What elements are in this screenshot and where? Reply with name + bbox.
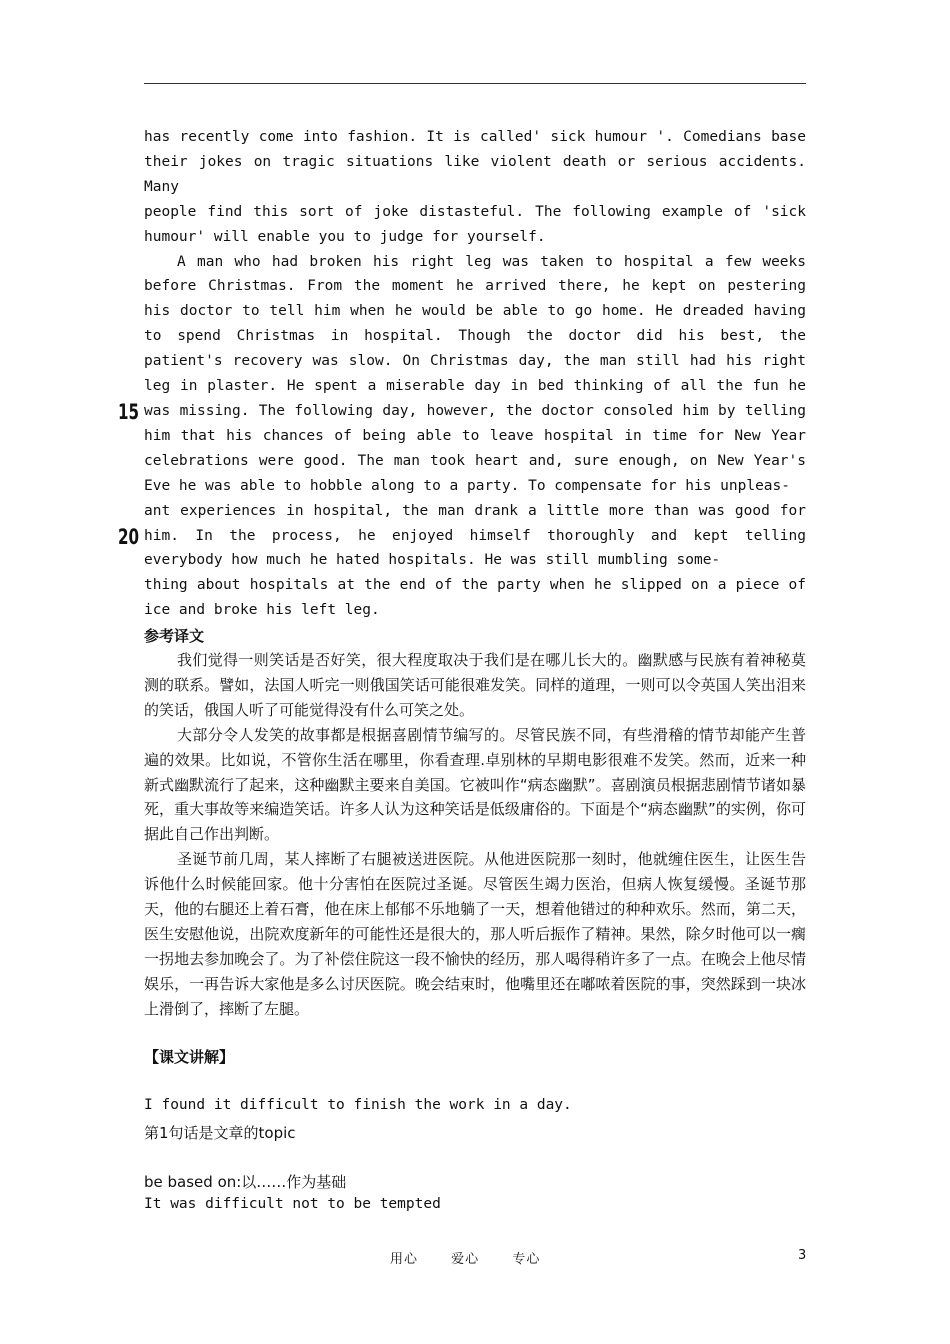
motto-word: 用心	[390, 1252, 419, 1267]
passage-line: has recently come into fashion. It is called' sick humour '. Comedians base	[144, 129, 806, 145]
translation-paragraph: 我们觉得一则笑话是否好笑，很大程度取决于我们是在哪儿长大的。幽默感与民族有着神秘莫测的联系。譬如，法国人听完一则俄国笑话可能很难发笑。同样的道理，一则可以令英国人笑出泪来的笑话，俄国人听了可能觉得没有什么可笑之处。	[144, 651, 806, 719]
passage-line: humour' will enable you to judge for yourself.	[144, 228, 546, 245]
header-rule	[144, 83, 806, 84]
passage-paragraph-2b: ant experiences in hospital, the man drank a little more than was good for him. In the process, he enjoyed himself thoroughly and kept telling everybody how much he hated hospitals. He was still mumbling some-	[144, 502, 806, 569]
passage-line: people find this sort of joke distasteful. The following example of 'sick	[144, 203, 806, 220]
passage-paragraph-2c: thing about hospitals at the end of the party when he slipped on a piece of ice and broke his left leg.	[144, 577, 806, 619]
translation-heading: 参考译文	[144, 627, 205, 645]
translation-paragraph: 圣诞节前几周，某人摔断了右腿被送进医院。从他进医院那一刻时，他就缠住医生，让医生告诉他什么时候能回家。他十分害怕在医院过圣诞。尽管医生竭力医治，但病人恢复缓慢。圣诞节那天，他的右腿还上着石膏，他在床上郁郁不乐地躺了一天，想着他错过的种种欢乐。然而，第二天，医生安慰他说，出院欢度新年的可能性还是很大的，那人听后振作了精神。果然，除夕时他可以一瘸一拐地去参加晚会了。为了补偿住院这一段不愉快的经历，那人喝得稍许多了一点。在晚会上他尽情娱乐，一再告诉大家他是多么讨厌医院。晚会结束时，他嘴里还在嘟哝着医院的事，突然踩到一块冰上滑倒了，摔断了左腿。	[144, 850, 806, 1018]
explanation-example-2: It was difficult not to be tempted	[144, 1196, 441, 1212]
translation-body	[144, 648, 806, 1022]
page-number: 3	[798, 1248, 807, 1263]
passage-line: their jokes on tragic situations like violent death or serious accidents. Many	[144, 153, 806, 195]
line-number-15: 15	[118, 400, 140, 424]
passage-paragraph-2a: A man who had broken his right leg was taken to hospital a few weeks before Christmas. From the moment he arrived there, he kept on pestering his doctor to tell him when he would be able to go home. He dreaded having to spend Christmas in hospital. Though the doctor did his best, the patient's recovery was slow. On Christmas day, the man still had his right leg in plaster. He spent a miserable day in bed thinking of all the fun he was missing. The following day, however, the doctor consoled him by telling him that his chances of being able to leave hospital in time for New Year celebrations were good. The man took heart and, sure enough, on New Year's Eve he was able to hobble along to a party. To compensate for his unpleas-	[144, 253, 806, 494]
motto-word: 爱心	[451, 1252, 480, 1267]
explanation-example: I found it difficult to finish the work in a day.	[144, 1097, 572, 1113]
line-number-20: 20	[118, 525, 140, 549]
explanation-phrase: be based on:以……作为基础	[144, 1173, 347, 1191]
motto-word: 专心	[512, 1252, 541, 1267]
explanation-heading: 【课文讲解】	[144, 1048, 235, 1066]
translation-paragraph: 大部分令人发笑的故事都是根据喜剧情节编写的。尽管民族不同，有些滑稽的情节却能产生普遍的效果。比如说，不管你生活在哪里，你看查理.卓别林的早期电影很难不发笑。然而，近来一种新式幽默流行了起来，这种幽默主要来自美国。它被叫作“病态幽默”。喜剧演员根据悲剧情节诸如暴死，重大事故等来编造笑话。许多人认为这种笑话是低级庸俗的。下面是个“病态幽默”的实例，你可据此自己作出判断。	[144, 725, 806, 844]
explanation-note: 第1句话是文章的topic	[144, 1124, 296, 1142]
english-passage	[144, 125, 806, 623]
footer-motto	[390, 1248, 568, 1267]
